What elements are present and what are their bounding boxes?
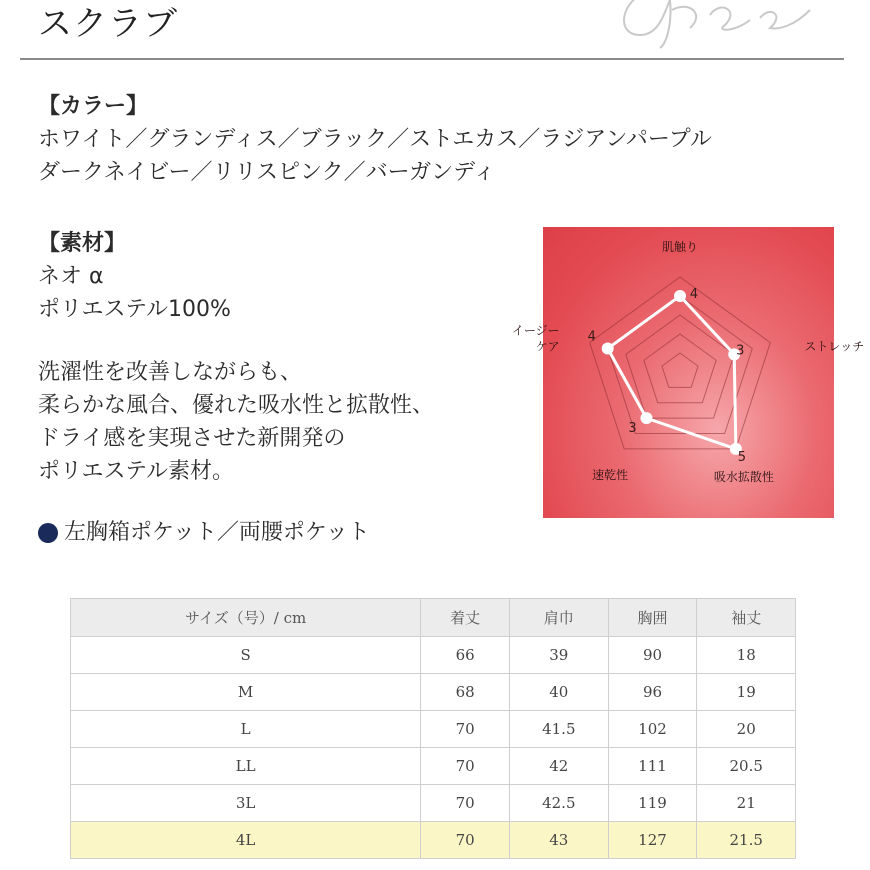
- radar-grid-ring: [662, 353, 698, 387]
- color-section: [38, 90, 712, 189]
- cell-size: M: [71, 674, 421, 711]
- radar-point: [640, 412, 652, 424]
- radar-axis-label: 吸水拡散性: [713, 469, 774, 484]
- material-section: [38, 227, 231, 326]
- radar-value-label: 3: [628, 421, 637, 437]
- radar-series: [512, 240, 864, 484]
- cell-sleeve: 19: [697, 674, 796, 711]
- cell-chest: 90: [608, 637, 697, 674]
- table-row: [71, 785, 796, 822]
- header-size: サイズ（号）/ cm: [71, 599, 421, 637]
- cell-sleeve: 18: [697, 637, 796, 674]
- cell-size: L: [71, 711, 421, 748]
- radar-axis-label: イージーケア: [511, 323, 560, 354]
- material-composition: ポリエステル100%: [38, 297, 231, 322]
- cell-shoulder: 39: [510, 637, 609, 674]
- header-sleeve: 袖丈: [697, 599, 796, 637]
- cell-chest: 127: [608, 822, 697, 859]
- material-heading: 【素材】: [38, 231, 127, 256]
- radar-grid-ring: [644, 334, 716, 403]
- cell-chest: 96: [608, 674, 697, 711]
- cell-size: 4L: [71, 822, 421, 859]
- cell-length: 66: [421, 637, 510, 674]
- description-line: 洗濯性を改善しながらも、: [38, 360, 303, 385]
- description-line: ポリエステル素材。: [38, 459, 235, 484]
- radar-value-label: 5: [737, 449, 746, 465]
- cell-chest: 119: [608, 785, 697, 822]
- color-heading: 【カラー】: [38, 94, 149, 119]
- radar-point: [602, 343, 614, 355]
- cell-size: LL: [71, 748, 421, 785]
- cell-sleeve: 21: [697, 785, 796, 822]
- radar-value-label: 4: [587, 329, 596, 345]
- pocket-text: 左胸箱ポケット／両腰ポケット: [64, 520, 370, 545]
- cell-chest: 102: [608, 711, 697, 748]
- page-title: スクラブ: [38, 4, 178, 44]
- cell-sleeve: 21.5: [697, 822, 796, 859]
- cell-sleeve: 20: [697, 711, 796, 748]
- cell-shoulder: 43: [510, 822, 609, 859]
- cell-chest: 111: [608, 748, 697, 785]
- size-table: [70, 598, 796, 859]
- description-line: ドライ感を実現させた新開発の: [38, 426, 346, 451]
- radar-value-label: 3: [736, 343, 745, 359]
- material-description: [38, 356, 434, 488]
- cell-shoulder: 42.5: [510, 785, 609, 822]
- cell-shoulder: 40: [510, 674, 609, 711]
- color-list-line2: ダークネイビー／リリスピンク／バーガンディ: [38, 160, 496, 185]
- color-list-line1: ホワイト／グランディス／ブラック／ストエカス／ラジアンパープル: [38, 127, 712, 152]
- radar-series-line: [608, 296, 736, 449]
- cell-size: S: [71, 637, 421, 674]
- cell-length: 70: [421, 711, 510, 748]
- cell-length: 70: [421, 822, 510, 859]
- header-divider: [20, 58, 844, 60]
- radar-axis-label: 肌触り: [661, 240, 699, 254]
- radar-axis-label: 速乾性: [592, 467, 629, 482]
- cell-length: 68: [421, 674, 510, 711]
- cell-sleeve: 20.5: [697, 748, 796, 785]
- table-row: [71, 637, 796, 674]
- pocket-feature: [38, 516, 370, 549]
- radar-chart: [511, 227, 865, 518]
- radar-svg: [511, 227, 865, 518]
- table-row: [71, 674, 796, 711]
- radar-point: [674, 290, 686, 302]
- bullet-icon: [38, 523, 58, 543]
- table-row: [71, 748, 796, 785]
- table-row: [71, 711, 796, 748]
- description-line: 柔らかな風合、優れた吸水性と拡散性、: [38, 393, 435, 418]
- cell-length: 70: [421, 748, 510, 785]
- cell-shoulder: 42: [510, 748, 609, 785]
- radar-value-label: 4: [689, 287, 699, 302]
- cell-size: 3L: [71, 785, 421, 822]
- table-row-highlighted: [71, 822, 796, 859]
- script-decoration: [610, 0, 840, 50]
- header-shoulder: 肩巾: [510, 599, 609, 637]
- radar-axis-label: ストレッチ: [804, 339, 865, 354]
- table-header-row: [71, 599, 796, 637]
- cell-length: 70: [421, 785, 510, 822]
- header-length: 着丈: [421, 599, 510, 637]
- header-chest: 胸囲: [608, 599, 697, 637]
- cell-shoulder: 41.5: [510, 711, 609, 748]
- material-name: ネオ α: [38, 264, 104, 289]
